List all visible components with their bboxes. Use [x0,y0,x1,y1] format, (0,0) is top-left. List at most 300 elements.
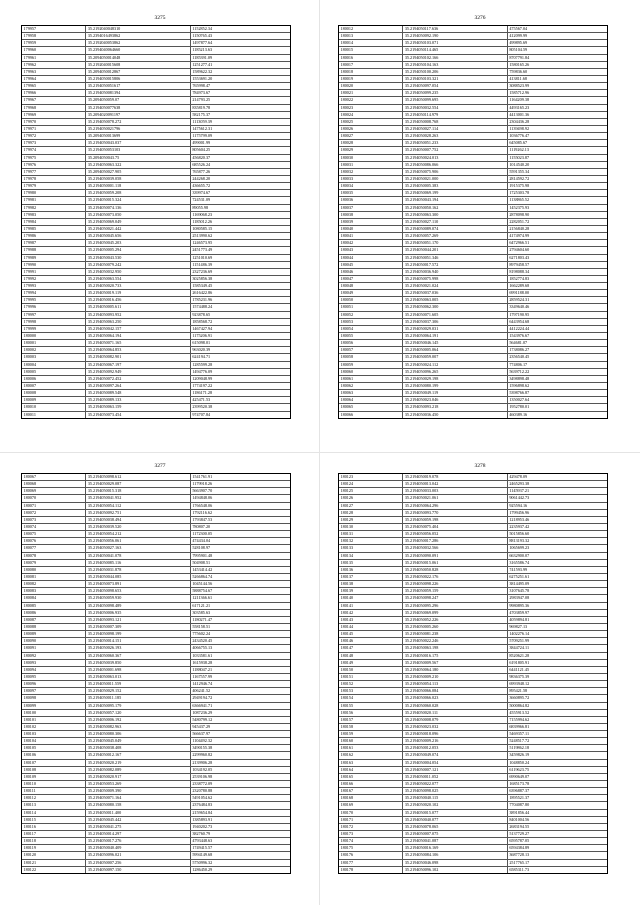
id-cell: 180050 [339,297,403,303]
coordinate-cell: 35.2194050089.074 [403,226,508,232]
value-cell: 582175.37 [192,111,211,117]
value-cell: 2376484.83 [192,802,213,808]
coordinate-cell: 35.2194050051.346 [403,255,508,261]
table-row [22,112,290,119]
id-cell: 179993 [22,283,86,289]
value-cell: 1185213.63 [192,47,213,53]
coordinate-cell: 35.2194050043.194 [403,197,508,203]
value-cell: 2539106.98 [192,773,213,779]
table-row [339,560,607,567]
coordinate-cell: 35.2194050019.078 [403,474,508,480]
table-row [22,688,290,695]
table-row [339,788,607,795]
table-row [22,247,290,254]
coordinate-cell: 35.2194050007.309 [86,624,191,630]
value-cell: 429478.09 [509,474,528,479]
table-row [339,90,607,97]
value-cell: 2859524.31 [509,297,530,303]
value-cell: 1048850.24 [509,759,530,765]
id-cell: 180038 [339,212,403,218]
table-row [22,290,290,297]
table-row [339,503,607,510]
coordinate-cell: 35.2194050069.049 [86,219,191,225]
table-row [339,262,607,269]
coordinate-cell: 35.2194050081.238 [403,631,508,637]
table-row [339,653,607,660]
table-row [339,774,607,781]
coordinate-cell: 35.2194050007.075 [403,831,508,837]
page-number: 3278 [474,463,486,469]
coordinate-cell: 35.2194050032.554 [403,105,508,111]
id-cell: 180171 [339,817,403,823]
id-cell: 179986 [22,233,86,239]
coordinate-cell: 35.2194050021796 [86,126,191,132]
value-cell: 5000864.82 [509,702,530,708]
coordinate-cell: 35.2194050073.891 [86,581,191,587]
coordinate-cell: 35.2194050063.300 [403,212,508,218]
value-cell: 9836375.39 [509,673,530,679]
table-row [339,660,607,667]
id-cell: 179983 [22,212,86,218]
table-row [22,731,290,738]
id-cell: 180129 [339,517,403,523]
table-row [339,860,607,867]
table-row [22,319,290,326]
id-cell: 180013 [339,33,403,39]
coordinate-cell: 35.2194050024.112 [403,362,508,368]
id-cell: 180058 [339,354,403,360]
id-cell: 180141 [339,603,403,609]
value-cell: 5015856.60 [509,531,530,537]
value-cell: 6839966.81 [509,723,530,729]
id-cell: 180004 [22,362,86,368]
id-cell: 180117 [22,831,86,837]
table-row [339,304,607,311]
table-row [22,276,290,283]
coordinate-cell: 35.2194050005.383 [403,183,508,189]
coordinate-cell: 35.2194050038.408 [86,745,191,751]
value-cell: 6594384.89 [509,845,530,851]
id-cell: 180036 [339,197,403,203]
table-row [22,724,290,731]
value-cell: 1615938.28 [192,659,213,665]
id-cell: 180098 [22,695,86,701]
coordinate-cell: 35.2194050013.042 [403,481,508,487]
table-row [339,603,607,610]
table-row [22,710,290,717]
id-cell: 180110 [22,781,86,787]
id-cell: 180101 [22,717,86,723]
id-cell: 180044 [339,255,403,261]
value-cell: 784973.67 [192,90,211,96]
id-cell: 180145 [339,631,403,637]
table-row [22,333,290,340]
value-cell: 1169068.23 [192,211,213,217]
table-row [22,553,290,560]
value-cell: 963020.39 [192,347,211,353]
value-cell: 3107645.78 [509,588,530,594]
coordinate-cell: 35.2194050020.102 [403,802,508,808]
table-row [339,867,607,873]
table-row [22,219,290,226]
table-row [22,62,290,69]
table-row [22,624,290,631]
table-row [22,269,290,276]
table-row [22,283,290,290]
coordinate-cell: 35.2194050059.930 [86,595,191,601]
value-cell: 895421.58 [509,688,528,694]
value-cell: 5137729.27 [509,831,530,837]
coordinate-cell: 35.2194050009.567 [403,660,508,666]
table-row [339,553,607,560]
table-row [339,397,607,404]
value-cell: 1553691.20 [192,75,213,81]
id-cell: 180149 [339,660,403,666]
value-cell: 5591355.34 [509,168,530,174]
table-row [339,488,607,495]
table-row [339,219,607,226]
id-cell: 180099 [22,703,86,709]
coordinate-cell: 35.2194050006.935 [86,610,191,616]
id-cell: 180019 [339,76,403,82]
coordinate-cell: 35.2194050046.098 [403,860,508,866]
id-cell: 179989 [22,255,86,261]
table-row [339,112,607,119]
coordinate-cell: 35.2194050052.226 [403,617,508,623]
table-row [339,326,607,333]
id-cell: 180025 [339,119,403,125]
table-row [339,376,607,383]
table-row [339,688,607,695]
coordinate-cell: 35.2194050015.324 [86,197,191,203]
table-row [339,190,607,197]
id-cell: 180079 [22,560,86,566]
id-cell: 180139 [339,588,403,594]
coordinate-cell: 35.2194050096.021 [86,852,191,858]
table-row [22,340,290,347]
table-row [339,845,607,852]
table-row [339,162,607,169]
table-row [22,397,290,404]
table-row [22,176,290,183]
coordinate-cell: 35.2194050057.269 [403,233,508,239]
coordinate-cell: 35.2194050027.110 [403,219,508,225]
coordinate-cell: 35.2194050103.321 [403,76,508,82]
value-cell: 1033581.61 [192,652,213,658]
value-cell: 1209048.99 [192,375,213,381]
coordinate-cell: 35.2194050015.077 [403,810,508,816]
id-cell: 180075 [22,531,86,537]
value-cell: 3498898.48 [509,375,530,381]
table-row [339,362,607,369]
value-cell: 8520621.28 [509,652,530,658]
table-row [22,495,290,502]
table-row [339,55,607,62]
coordinate-cell: 35.2194050103.071 [403,40,508,46]
coordinate-cell: 35.2194050093.770 [403,510,508,516]
coordinate-cell: 35.2194050041.087 [403,838,508,844]
id-cell: 180156 [339,710,403,716]
id-cell: 180052 [339,312,403,318]
coordinate-cell: 35.2194050049.074 [403,752,508,758]
id-cell: 180005 [22,369,86,375]
id-cell: 180178 [339,867,403,873]
page-number: 3276 [474,15,486,21]
value-cell: 3814495.09 [509,581,530,587]
table-row [339,233,607,240]
coordinate-cell: 35.2194050006.192 [86,717,191,723]
id-cell: 179974 [22,147,86,153]
value-cell: 2327236.69 [192,268,213,274]
table-row [339,319,607,326]
id-cell: 180105 [22,745,86,751]
data-table [338,473,608,874]
table-row [22,524,290,531]
id-cell: 180142 [339,610,403,616]
coordinate-cell: 35.2194050015.061 [403,560,508,566]
table-row [339,752,607,759]
id-cell: 180081 [22,574,86,580]
table-row [339,176,607,183]
value-cell: 4413001.36 [509,111,530,117]
value-cell: 6441121.45 [509,666,530,672]
value-cell: 1285599.28 [192,361,213,367]
id-cell: 180135 [339,560,403,566]
table-row [339,390,607,397]
table-row [22,567,290,574]
value-cell: 1180271.47 [192,616,213,622]
id-cell: 179969 [22,112,86,118]
coordinate-cell: 35.2194050045.442 [86,817,191,823]
coordinate-cell: 35.2194050060.367 [86,653,191,659]
value-cell: 1175206.91 [192,333,213,339]
value-cell: 1155023.87 [509,154,530,160]
id-cell: 180053 [339,319,403,325]
id-cell: 180118 [22,838,86,844]
id-cell: 180166 [339,781,403,787]
coordinate-cell: 35.2194050007.256 [86,860,191,866]
coordinate-cell: 35.2194050059.159 [403,588,508,594]
coordinate-cell: 35.2194050041.078 [86,553,191,559]
id-cell: 180042 [339,240,403,246]
id-cell: 179980 [22,190,86,196]
value-cell: 8198088.34 [509,268,530,274]
id-cell: 180084 [22,595,86,601]
coordinate-cell: 35.2094050043.75 [86,155,191,161]
id-cell: 179960 [22,47,86,53]
coordinate-cell: 35.2194050080.158 [86,802,191,808]
coordinate-cell: 35.2194050045.656 [86,233,191,239]
id-cell: 179959 [22,40,86,46]
coordinate-cell: 35.2192040015608 [86,62,191,68]
value-cell: 6472966.51 [509,240,530,246]
coordinate-cell: 35.2194050005.294 [86,247,191,253]
id-cell: 179964 [22,76,86,82]
value-cell: 1543976.67 [509,333,530,339]
id-cell: 180143 [339,617,403,623]
coordinate-cell: 35.2194050054.113 [403,681,508,687]
value-cell: 6585311.73 [509,866,530,872]
coordinate-cell: 35.2194050040.077 [403,817,508,823]
value-cell: 624194.71 [192,354,211,360]
coordinate-cell: 35.2194050007.121 [403,767,508,773]
coordinate-cell: 35.2194050082.901 [86,354,191,360]
coordinate-cell: 35.2194050019.119 [86,290,191,296]
id-cell: 180094 [22,667,86,673]
value-cell: 558158.51 [192,623,211,629]
id-cell: 180008 [22,390,86,396]
table-row [339,724,607,731]
id-cell: 180123 [339,474,403,480]
id-cell: 180077 [22,545,86,551]
table-row [22,745,290,752]
data-table [21,473,291,874]
table-row [339,638,607,645]
table-row [339,247,607,254]
value-cell: 5994149.68 [192,852,213,858]
table-row [339,538,607,545]
table-row [339,717,607,724]
value-cell: 1766548.06 [192,502,213,508]
table-row [22,105,290,112]
coordinate-cell: 35.2094050013699 [86,133,191,139]
coordinate-cell: 35.2194050016.169 [403,845,508,851]
id-cell: 180119 [22,845,86,851]
table-row [22,304,290,311]
value-cell: 685526.24 [192,161,211,167]
id-cell: 180126 [339,495,403,501]
table-row [339,105,607,112]
id-cell: 180158 [339,724,403,730]
id-cell: 180054 [339,326,403,332]
value-cell: 3349640.46 [509,304,530,310]
id-cell: 179990 [22,262,86,268]
value-cell: 1792116.62 [192,509,213,515]
id-cell: 180144 [339,624,403,630]
id-cell: 180063 [339,390,403,396]
value-cell: 6396887.37 [509,788,530,794]
value-cell: 1251010.69 [192,254,213,260]
id-cell: 180108 [22,767,86,773]
value-cell: 1185391.09 [192,54,213,60]
coordinate-cell: 35.2194050036.450 [403,412,508,418]
table-row [22,603,290,610]
coordinate-cell: 35.2194050064.853 [86,347,191,353]
id-cell: 180161 [339,745,403,751]
value-cell: 1412946.74 [192,681,213,687]
table-row [22,240,290,247]
value-cell: 412099.99 [509,33,528,39]
coordinate-cell: 35.2194050009.216 [403,738,508,744]
value-cell: 765998.47 [192,83,211,89]
value-cell: 2304436.28 [509,118,530,124]
value-cell: 969827.13 [509,623,528,629]
id-cell: 179996 [22,304,86,310]
value-cell: 765877.26 [192,168,211,174]
value-cell: 1151486.39 [192,261,213,267]
table-row [339,297,607,304]
table-row [22,810,290,817]
value-cell: 1662289.68 [509,283,530,289]
coordinate-cell: 35.2194050011.559 [86,681,191,687]
id-cell: 179978 [22,176,86,182]
coordinate-cell: 35.2394016493862 [86,33,191,39]
coordinate-cell: 35.2194050021.024 [403,283,508,289]
coordinate-cell: 35.2194050066.023 [403,695,508,701]
id-cell: 180014 [339,40,403,46]
table-row [339,333,607,340]
value-cell: 1793847.53 [192,516,213,522]
id-cell: 180030 [339,155,403,161]
id-cell: 179992 [22,276,86,282]
page-number: 3275 [154,15,166,21]
table-row [339,169,607,176]
id-cell: 180150 [339,667,403,673]
id-cell: 180034 [339,183,403,189]
id-cell: 180170 [339,810,403,816]
coordinate-cell: 35.2194050063.159 [86,404,191,410]
table-row [22,631,290,638]
value-cell: 1915375.98 [509,183,530,189]
id-cell: 180097 [22,688,86,694]
id-cell: 180153 [339,688,403,694]
coordinate-cell: 35.2194050023.032 [403,724,508,730]
table-row [339,404,607,411]
id-cell: 180085 [22,603,86,609]
coordinate-cell: 35.2194050064.180 [403,667,508,673]
value-cell: 1585349.45 [192,283,213,289]
id-cell: 180169 [339,802,403,808]
coordinate-cell: 35.2094020091197 [86,112,191,118]
id-cell: 180092 [22,653,86,659]
table-row [22,362,290,369]
coordinate-cell: 35.2194050104.163 [403,62,508,68]
value-cell: 1541761.91 [192,474,213,479]
value-cell: 6991188.00 [509,290,530,296]
table-row [22,347,290,354]
table-row [339,183,607,190]
id-cell: 180088 [22,624,86,630]
value-cell: 2299960.82 [192,752,213,758]
table-row [339,26,607,33]
value-cell: 3660895.72 [509,695,530,701]
coordinate-cell: 35.2194050005.611 [86,304,191,310]
value-cell: 6366941.71 [192,702,213,708]
value-cell: 1799456.96 [509,509,530,515]
table-row [339,126,607,133]
table-row [22,40,290,47]
coordinate-cell: 35.2194050016.456 [86,297,191,303]
value-cell: 214793.25 [192,97,211,103]
table-row [339,255,607,262]
coordinate-cell: 35.2194050020.111 [403,710,508,716]
coordinate-cell: 35.2194050007.752 [403,147,508,153]
coordinate-cell: 35.2194050071.164 [86,795,191,801]
table-row [22,262,290,269]
coordinate-cell: 35.2194050015.318 [86,488,191,494]
value-cell: 2320780.88 [192,788,213,794]
value-cell: 1175799.09 [192,133,213,139]
id-cell: 180175 [339,845,403,851]
id-cell: 180066 [339,412,403,418]
coordinate-cell: 35.2194050056.052 [403,531,508,537]
value-cell: 413811.68 [509,75,527,81]
value-cell: 805604.25 [192,147,211,153]
coordinate-cell: 35.2194050004.054 [403,760,508,766]
id-cell: 180154 [339,695,403,701]
coordinate-cell: 35.2194050028.263 [403,133,508,139]
coordinate-cell: 35.2194050060.028 [403,703,508,709]
